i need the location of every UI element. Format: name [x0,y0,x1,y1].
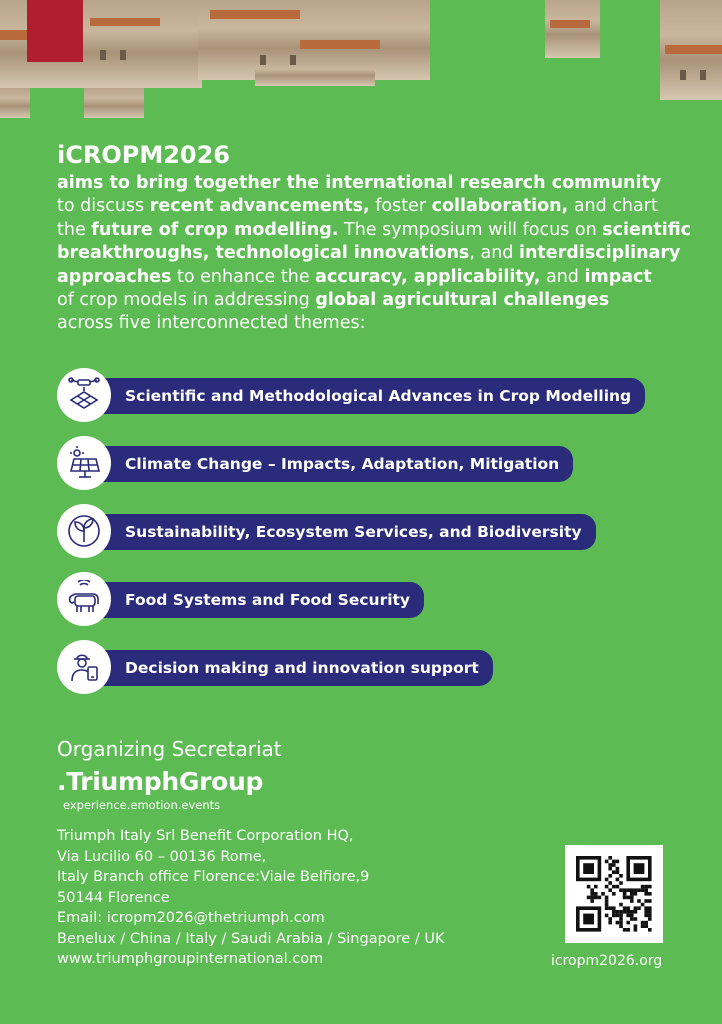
qr-url-link[interactable]: icropm2026.org [551,953,663,969]
intro-segment: interdisciplinary [518,243,681,264]
address-line: 50144 Florence [57,889,170,906]
qr-code-icon[interactable] [565,845,663,943]
intro-text [57,140,697,336]
countries-line: Benelux / China / Italy / Saudi Arabia / Singapore / UK [57,930,445,947]
theme-label-4: Food Systems and Food Security [97,582,424,618]
intro-segment: recent advancements, [149,196,370,217]
intro-segment: the [57,219,92,240]
intro-segment: of crop models in addressing [57,290,316,311]
intro-segment: breakthroughs, technological innovations [57,243,470,264]
theme-label-1: Scientific and Methodological Advances in Crop Modelling [97,378,645,414]
intro-segment: and chart [568,196,658,217]
event-title: iCROPM2026 [57,141,230,169]
city-photo-strip [0,0,722,118]
intro-segment: collaboration, [431,196,569,217]
intro-line [57,219,697,242]
intro-segment: , and [469,243,519,264]
intro-segment: across five interconnected themes: [57,313,366,334]
intro-segment: accuracy, applicability, [315,266,541,287]
intro-segment: to discuss [57,196,150,217]
intro-line [57,289,697,312]
website-link[interactable]: www.triumphgroupinternational.com [57,951,324,967]
address-line: Triumph Italy Srl Benefit Corporation HQ, [57,828,354,844]
address-line: Via Lucilio 60 – 00136 Rome, [57,848,267,865]
intro-line [57,172,697,195]
intro-segment: foster [369,196,432,217]
intro-segment: The symposium will focus on [338,219,603,240]
theme-label-3: Sustainability, Ecosystem Services, and Biodiversity [97,514,596,550]
intro-line [57,195,697,218]
cow-icon [57,572,111,626]
theme-label-2: Climate Change – Impacts, Adaptation, Mitigation [97,446,573,482]
intro-line [57,242,697,265]
email-link[interactable]: Email: icropm2026@thetriumph.com [57,910,325,926]
intro-segment: approaches [57,266,172,287]
address-line: Italy Branch office Florence:Viale Belfiore,9 [57,869,370,885]
organizer-block [57,736,282,812]
intro-segment: to enhance the [171,266,316,287]
intro-segment: scientific [602,219,692,240]
solar-panel-icon [57,436,111,490]
red-accent-square [27,0,83,62]
intro-segment: impact [584,266,652,287]
intro-line [57,312,697,335]
intro-paragraph [57,172,697,336]
intro-segment: future of crop modelling. [91,219,339,240]
theme-label-5: Decision making and innovation support [97,650,493,686]
intro-segment: global agricultural challenges [315,290,610,311]
organizer-brand-logo: .TriumphGroup [57,767,264,796]
organizer-tagline: experience.emotion.events [63,798,221,812]
farmer-tablet-icon [57,640,111,694]
organizer-address [57,826,444,970]
plant-leaf-icon [57,504,111,558]
intro-segment: aims to bring together the international research community [57,173,662,193]
organizer-title: Organizing Secretariat [57,737,282,761]
drone-field-icon [57,368,111,422]
intro-segment: and [540,266,585,287]
intro-line [57,266,697,289]
